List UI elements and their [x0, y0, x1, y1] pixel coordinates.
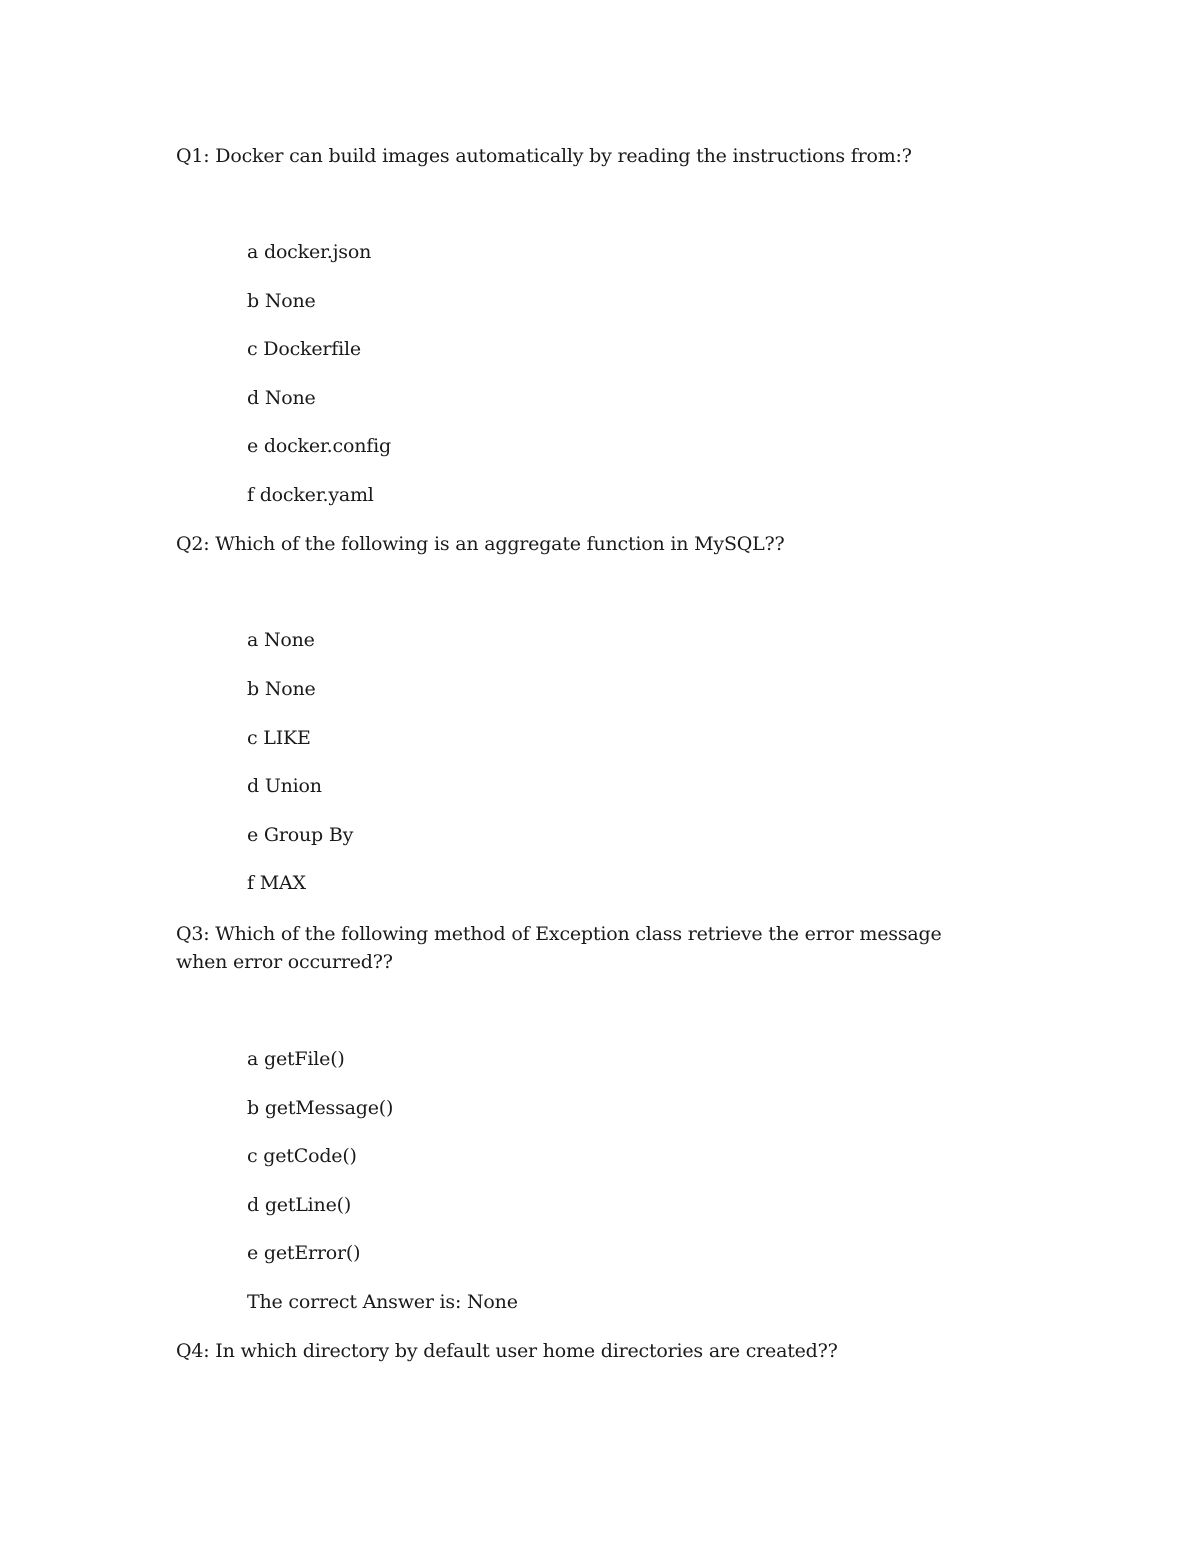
question-2-option-d: d Union — [247, 775, 322, 797]
question-2-option-e: e Group By — [247, 824, 354, 846]
question-1-option-b: b None — [247, 290, 316, 312]
question-1-option-d: d None — [247, 387, 316, 409]
question-1-option-f: f docker.yaml — [247, 484, 374, 506]
question-1-option-c: c Dockerfile — [247, 338, 361, 360]
question-3-option-e: e getError() — [247, 1242, 361, 1264]
question-2-option-f: f MAX — [247, 872, 306, 894]
question-1-option-e: e docker.config — [247, 435, 391, 457]
question-3-option-c: c getCode() — [247, 1145, 357, 1167]
question-3: Q3: Which of the following method of Exception class retrieve the error message when error occurred?? — [176, 923, 942, 973]
question-3-option-a: a getFile() — [247, 1048, 345, 1070]
question-3-answer: The correct Answer is: None — [247, 1291, 518, 1313]
question-2-option-a: a None — [247, 629, 315, 651]
question-1: Q1: Docker can build images automatically by reading the instructions from:? — [176, 145, 912, 167]
question-3-option-b: b getMessage() — [247, 1097, 394, 1119]
question-2-option-c: c LIKE — [247, 727, 311, 749]
question-3-option-d: d getLine() — [247, 1194, 352, 1216]
question-1-option-a: a docker.json — [247, 241, 372, 263]
question-2: Q2: Which of the following is an aggregate function in MySQL?? — [176, 533, 785, 555]
question-4: Q4: In which directory by default user home directories are created?? — [176, 1340, 838, 1362]
question-2-option-b: b None — [247, 678, 316, 700]
